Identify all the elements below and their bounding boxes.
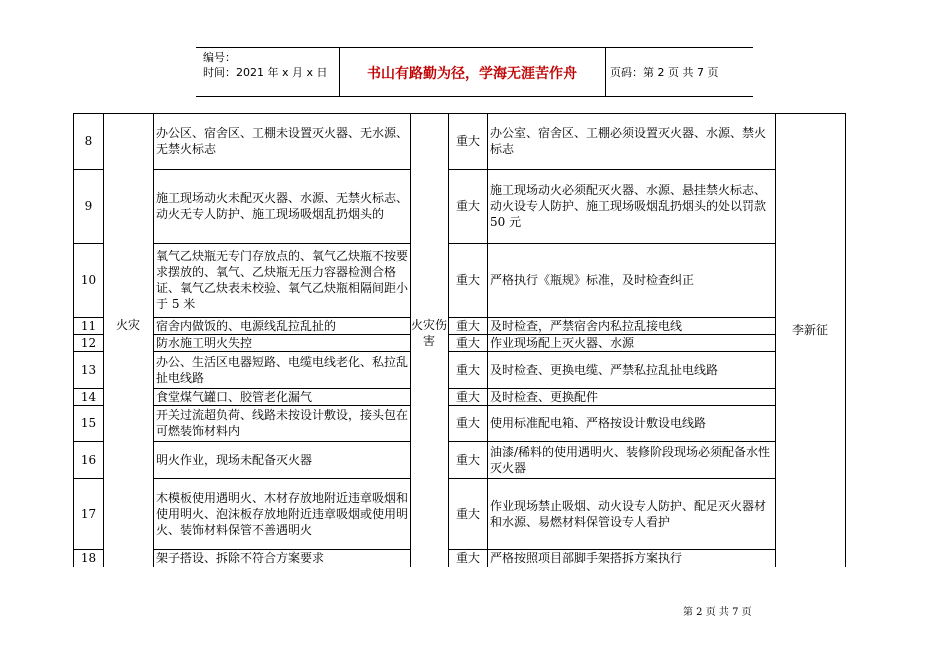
header-bottom-rule: [196, 96, 753, 97]
row-rule-cause: [153, 317, 410, 318]
risk-level: [451, 388, 485, 405]
row-rule-no: [73, 478, 103, 479]
control-measure-text: 严格执行《瓶规》标准，及时检查纠正: [490, 273, 695, 287]
hazard-cause-text: 施工现场动火未配灭火器、水源、无禁火标志、动火无专人防护、施工现场吸烟乱扔烟头的: [156, 191, 408, 221]
column-rule-2: [153, 113, 154, 567]
column-rule-7: [845, 113, 846, 567]
risk-level: [451, 478, 485, 549]
row-rule-no: [73, 317, 103, 318]
control-measure-text: 施工现场动火必须配灭火器、水源、悬挂禁火标志、动火设专人防护、施工现场吸烟乱扔烟头的处以罚款 50 元: [490, 183, 767, 229]
hazard-cause: [156, 478, 408, 549]
column-rule-4: [448, 113, 449, 567]
date-label: 时间：2021 年 x 月 x 日: [203, 66, 328, 79]
header-top-rule: [196, 47, 753, 48]
control-measure-text: 严格按照项目部脚手架搭拆方案执行: [490, 551, 683, 565]
page-footer: 第 2 页 共 7 页: [683, 607, 752, 618]
control-measure-text: 及时检查、更换配件: [490, 389, 599, 404]
row-rule-cause: [153, 351, 410, 352]
responsible-cell: 李新征: [791, 323, 828, 337]
row-number-text: 8: [84, 134, 93, 148]
control-measure-text: 油漆/稀料的使用遇明火、装修阶段现场必须配备水性灭火器: [490, 444, 771, 475]
control-measure: [490, 334, 773, 351]
risk-level: [451, 351, 485, 388]
page-header: [196, 47, 753, 97]
row-number: [76, 478, 101, 549]
consequence-cell: 火灾伤害: [411, 318, 447, 348]
row-rule-cause: [153, 405, 410, 406]
risk-level-text: 重大: [455, 273, 480, 287]
risk-level-text: 重大: [455, 506, 480, 521]
hazard-cause-text: 办公、生活区电器短路、电缆电线老化、私拉乱扯电线路: [156, 354, 408, 385]
row-rule-measure: [448, 405, 775, 406]
row-rule-no: [73, 351, 103, 352]
control-measure-text: 及时检查、更换电缆、严禁私拉乱扯电线路: [490, 362, 719, 377]
risk-level-text: 重大: [455, 199, 480, 213]
row-number: [76, 169, 101, 243]
table-top-rule: [73, 113, 845, 114]
row-number-text: 13: [80, 362, 97, 377]
hazard-cause: [156, 405, 408, 441]
control-measure: [490, 113, 773, 169]
risk-level: [451, 169, 485, 243]
row-rule-cause: [153, 441, 410, 442]
row-rule-measure: [448, 351, 775, 352]
hazard-cause-text: 明火作业，现场未配备灭火器: [156, 452, 313, 467]
risk-level-text: 重大: [455, 134, 480, 148]
row-number: [76, 243, 101, 317]
risk-level-text: 重大: [455, 362, 480, 377]
row-number-text: 16: [80, 452, 97, 467]
row-number-text: 17: [80, 506, 97, 521]
hazard-cause: [156, 351, 408, 388]
motto: 书山有路勤为径，学海无涯苦作舟: [367, 66, 577, 82]
hazard-cause: [156, 549, 408, 567]
control-measure-text: 作业现场禁止吸烟、动火设专人防护、配足灭火器材和水源、易燃材料保管设专人看护: [490, 498, 767, 529]
column-rule-1: [103, 113, 104, 567]
risk-level-text: 重大: [455, 416, 480, 430]
control-measure: [490, 169, 773, 243]
column-rule-6: [775, 113, 776, 567]
row-number-text: 18: [80, 551, 97, 565]
hazard-cause-text: 开关过流超负荷、线路未按设计敷设，接头包在可燃装饰材料内: [156, 408, 408, 438]
serial-label: 编号：: [203, 51, 236, 64]
risk-level-text: 重大: [455, 335, 480, 350]
control-measure-text: 使用标准配电箱、严格按设计敷设电线路: [490, 416, 707, 430]
control-measure: [490, 549, 773, 567]
hazard-cause-text: 防水施工明火失控: [156, 335, 253, 350]
row-rule-no: [73, 169, 103, 170]
row-rule-cause: [153, 169, 410, 170]
row-rule-measure: [448, 243, 775, 244]
row-number-text: 14: [80, 389, 97, 404]
hazard-cause-text: 宿舍内做饭的、电源线乱拉乱扯的: [156, 318, 337, 333]
hazard-cause-text: 架子搭设、拆除不符合方案要求: [156, 551, 325, 565]
hazard-type-cell: 火灾: [115, 318, 140, 332]
risk-level: [451, 113, 485, 169]
hazard-cause-text: 木模板使用遇明火、木材存放地附近违章吸烟和使用明火、泡沫板存放地附近违章吸烟或使用明火、装饰材料保管不善遇明火: [156, 490, 408, 537]
risk-level: [451, 243, 485, 317]
risk-level: [451, 334, 485, 351]
row-rule-measure: [448, 388, 775, 389]
row-rule-cause: [153, 478, 410, 479]
row-number: [76, 441, 101, 478]
hazard-cause: [156, 113, 408, 169]
row-rule-no: [73, 441, 103, 442]
column-rule-3: [410, 113, 411, 567]
row-rule-no: [73, 334, 103, 335]
row-rule-measure: [448, 478, 775, 479]
control-measure: [490, 441, 773, 478]
row-number: [76, 317, 101, 334]
row-number-text: 9: [84, 199, 93, 213]
control-measure: [490, 388, 773, 405]
row-rule-measure: [448, 441, 775, 442]
row-rule-measure: [448, 317, 775, 318]
row-rule-measure: [448, 334, 775, 335]
row-rule-measure: [448, 549, 775, 550]
row-rule-no: [73, 549, 103, 550]
control-measure: [490, 317, 773, 334]
hazard-cause-text: 办公区、宿舍区、工棚未设置灭火器、无水源、无禁火标志: [156, 126, 408, 156]
row-rule-no: [73, 243, 103, 244]
hazard-cause: [156, 388, 408, 405]
control-measure: [490, 351, 773, 388]
row-number: [76, 549, 101, 567]
row-rule-no: [73, 405, 103, 406]
risk-level-text: 重大: [455, 318, 480, 333]
risk-level: [451, 317, 485, 334]
row-number: [76, 113, 101, 169]
risk-level: [451, 405, 485, 441]
risk-level: [451, 441, 485, 478]
page-label: 页码：第 2 页 共 7 页: [610, 66, 719, 79]
header-divider-right: [605, 47, 606, 97]
row-number: [76, 334, 101, 351]
row-number-text: 12: [80, 335, 97, 350]
control-measure: [490, 243, 773, 317]
hazard-cause-text: 氧气乙炔瓶无专门存放点的、氧气乙炔瓶不按要求摆放的、氧气、乙炔瓶无压力容器检测合格证、氧气乙炔表未校验、氧气乙炔瓶相隔间距小于 5 米: [156, 249, 408, 311]
row-rule-measure: [448, 169, 775, 170]
hazard-cause-text: 食堂煤气罐口、胶管老化漏气: [156, 389, 313, 404]
control-measure-text: 及时检查，严禁宿舍内私拉乱接电线: [490, 318, 683, 333]
row-number: [76, 388, 101, 405]
row-rule-no: [73, 388, 103, 389]
control-measure-text: 作业现场配上灭火器、水源: [490, 335, 635, 350]
hazard-cause: [156, 441, 408, 478]
row-number-text: 11: [80, 318, 97, 333]
row-rule-cause: [153, 549, 410, 550]
hazard-cause: [156, 169, 408, 243]
row-number-text: 15: [80, 416, 97, 430]
column-rule-5: [487, 113, 488, 567]
risk-level-text: 重大: [455, 551, 480, 565]
row-rule-cause: [153, 334, 410, 335]
row-number: [76, 351, 101, 388]
row-number-text: 10: [80, 273, 97, 287]
row-rule-cause: [153, 243, 410, 244]
hazard-cause: [156, 243, 408, 317]
risk-level-text: 重大: [455, 389, 480, 404]
row-rule-cause: [153, 388, 410, 389]
control-measure: [490, 478, 773, 549]
control-measure-text: 办公室、宿舍区、工棚必须设置灭火器、水源、禁火标志: [490, 126, 767, 156]
hazard-cause: [156, 317, 408, 334]
hazard-cause: [156, 334, 408, 351]
risk-level-text: 重大: [455, 452, 480, 467]
column-rule-0: [73, 113, 74, 567]
risk-level: [451, 549, 485, 567]
row-number: [76, 405, 101, 441]
control-measure: [490, 405, 773, 441]
